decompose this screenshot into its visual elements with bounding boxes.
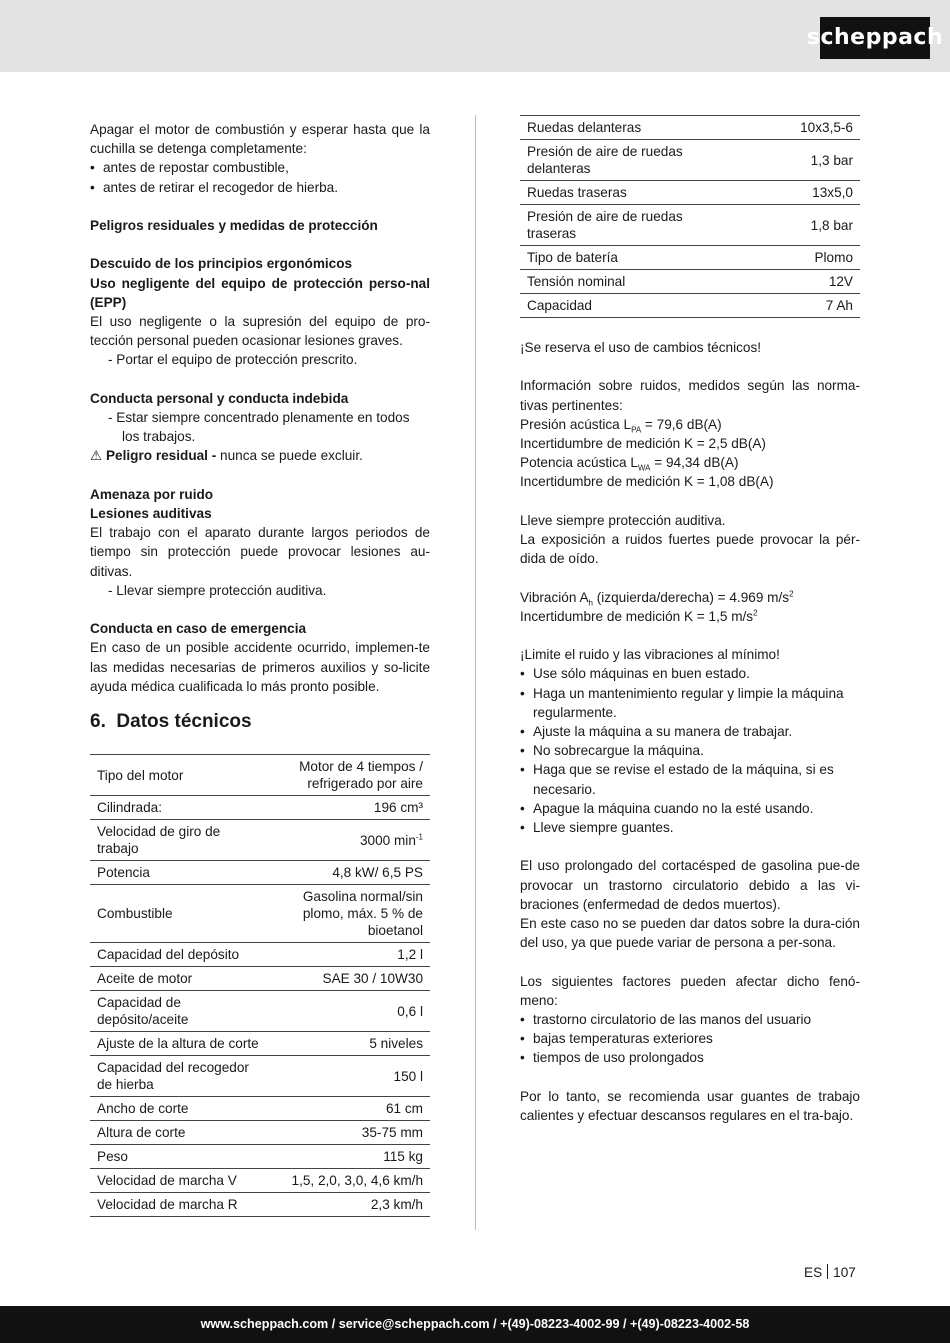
spec-label: Ajuste de la altura de corte — [90, 1032, 267, 1056]
spec-label: Capacidad — [520, 294, 697, 318]
spec-table-left — [90, 754, 430, 1217]
subheading: Uso negligente del equipo de protección perso-nal (EPP) — [90, 275, 430, 310]
page-number: ES 107 — [804, 1265, 856, 1280]
spec-value: 4,8 kW/ 6,5 PS — [267, 861, 430, 885]
dash-item: - Llevar siempre protección auditiva. — [108, 582, 327, 598]
spec-label: Ancho de corte — [90, 1097, 267, 1121]
spec-table-right — [520, 115, 860, 318]
table-row — [90, 1145, 430, 1169]
spec-label: Altura de corte — [90, 1121, 267, 1145]
table-row — [90, 820, 430, 861]
spec-value: 1,5, 2,0, 3,0, 4,6 km/h — [267, 1169, 430, 1193]
paragraph: ¡Limite el ruido y las vibraciones al mínimo! — [520, 647, 780, 663]
paragraph: El trabajo con el aparato durante largos periodos de tiempo sin protección puede provocar lesiones au-ditivas. — [90, 525, 430, 579]
list-item: • Haga un mantenimiento regular y limpie la máquina regularmente. — [520, 684, 860, 722]
spec-label: Tipo del motor — [90, 755, 267, 796]
uncertainty-line: Incertidumbre de medición K = 2,5 dB(A) — [520, 436, 766, 451]
spec-label: Tipo de batería — [520, 246, 697, 270]
list-item: • antes de repostar combustible, — [90, 158, 430, 177]
spec-value: 1,8 bar — [697, 205, 860, 246]
factor-list — [520, 1010, 860, 1068]
spec-label: Velocidad de giro de trabajo — [90, 820, 267, 861]
spec-value: 61 cm — [267, 1097, 430, 1121]
paragraph: En este caso no se pueden dar datos sobre la dura-ción del uso, ya que puede variar de persona a per-sona. — [520, 916, 860, 951]
subheading: Lesiones auditivas — [90, 506, 212, 521]
section-heading: Peligros residuales y medidas de protección — [90, 218, 378, 233]
spec-label: Potencia — [90, 861, 267, 885]
list-item: • Haga que se revise el estado de la máquina, si es necesario. — [520, 760, 860, 798]
uncertainty-line: Incertidumbre de medición K = 1,5 $m/s^2$ — [520, 608, 758, 624]
paragraph: Por lo tanto, se recomienda usar guantes de trabajo calientes y efectuar descansos regulares en el tra-bajo. — [520, 1088, 860, 1124]
spec-value: 10x3,5-6 — [697, 116, 860, 140]
spec-label: Velocidad de marcha V — [90, 1169, 267, 1193]
table-row — [520, 270, 860, 294]
table-row — [90, 796, 430, 820]
table-row — [90, 967, 430, 991]
subheading: Amenaza por ruido — [90, 486, 214, 502]
table-row — [90, 861, 430, 885]
table-row — [90, 1121, 430, 1145]
right-column — [520, 115, 860, 1125]
vibration-line: Vibración $A_h$ (izquierda/derecha) = 4.969 $m/s^2$ — [520, 589, 794, 608]
list-item: • Use sólo máquinas en buen estado. — [520, 664, 860, 683]
header-bar — [0, 0, 950, 72]
spec-label: Ruedas delanteras — [520, 116, 697, 140]
list-item: • No sobrecargue la máquina. — [520, 741, 860, 760]
subheading: Conducta en caso de emergencia — [90, 621, 307, 637]
spec-value: 150 l — [267, 1056, 430, 1097]
spec-value: 35-75 mm — [267, 1121, 430, 1145]
uncertainty-line: Incertidumbre de medición K = 1,08 dB(A) — [520, 474, 774, 490]
list-item: • antes de retirar el recogedor de hierba. — [90, 178, 430, 197]
lpa-line: Presión acústica $L_{PA} = 79,6$ dB(A) — [520, 416, 722, 435]
paragraph: El uso negligente o la supresión del equipo de pro-tección personal pueden ocasionar lesiones graves. — [90, 314, 430, 349]
table-row — [90, 1169, 430, 1193]
list-item: • Lleve siempre guantes. — [520, 818, 860, 837]
intro-text: Apagar el motor de combustión y esperar hasta que la cuchilla se detenga completamente: — [90, 122, 430, 157]
contact-info: www.scheppach.com / service@scheppach.com / +(49)-08223-4002-99 / +(49)-08223-4002-58 — [200, 1316, 750, 1331]
list-item: • trastorno circulatorio de las manos del usuario — [520, 1010, 860, 1029]
list-item: • Apague la máquina cuando no la esté usando. — [520, 799, 860, 818]
spec-label: Capacidad del recogedor de hierba — [90, 1056, 267, 1097]
limit-list — [520, 664, 860, 837]
spec-value: 3000 $\min^{-1}$ — [267, 820, 430, 861]
left-column — [90, 120, 430, 1217]
spec-value: 0,6 l — [267, 991, 430, 1032]
spec-value: Plomo — [697, 246, 860, 270]
spec-value: 5 niveles — [267, 1032, 430, 1056]
spec-label: Cilindrada: — [90, 796, 267, 820]
spec-label: Ruedas traseras — [520, 181, 697, 205]
table-row — [520, 116, 860, 140]
table-row — [520, 140, 860, 181]
spec-value: Motor de 4 tiempos / refrigerado por aire — [267, 755, 430, 796]
paragraph: El uso prolongado del cortacésped de gasolina pue-de provocar un trastorno circulatorio debido a las vi-braciones (enfermedad de dedos muertos). — [520, 858, 860, 912]
table-row — [520, 294, 860, 318]
table-row — [90, 755, 430, 796]
table-row — [90, 1056, 430, 1097]
table-row — [520, 181, 860, 205]
paragraph: Los siguientes factores pueden afectar dicho fenó-meno: — [520, 973, 860, 1008]
paragraph: Lleve siempre protección auditiva. — [520, 512, 726, 528]
table-row — [90, 885, 430, 943]
spec-label: Presión de aire de ruedas delanteras — [520, 140, 697, 181]
subheading: Descuido de los principios ergonómicos — [90, 256, 353, 272]
list-item: • bajas temperaturas exteriores — [520, 1029, 860, 1048]
spec-label: Peso — [90, 1145, 267, 1169]
table-row — [520, 205, 860, 246]
spec-label: Velocidad de marcha R — [90, 1193, 267, 1217]
spec-label: Capacidad de depósito/aceite — [90, 991, 267, 1032]
warning-triangle-icon: ⚠ — [90, 448, 103, 464]
spec-label: Aceite de motor — [90, 967, 267, 991]
spec-label: Combustible — [90, 885, 267, 943]
lwa-line: Potencia acústica $L_{WA} = 94,34$ dB(A) — [520, 455, 739, 473]
section-title: 6. Datos técnicos — [90, 711, 252, 733]
spec-label: Presión de aire de ruedas traseras — [520, 205, 697, 246]
spec-value: 196 cm³ — [267, 796, 430, 820]
column-divider — [475, 115, 476, 1230]
spec-value: 7 Ah — [697, 294, 860, 318]
reserve-note: ¡Se reserva el uso de cambios técnicos! — [520, 340, 762, 355]
spec-value: 13x5,0 — [697, 181, 860, 205]
brand-logo: scheppach — [820, 17, 930, 59]
residual-warning: ⚠ Peligro residual - nunca se puede excluir. — [90, 448, 363, 464]
spec-value: 1,3 bar — [697, 140, 860, 181]
spec-value: Gasolina normal/sin plomo, máx. 5 % de bioetanol — [267, 885, 430, 943]
dash-item: - Portar el equipo de protección prescrito. — [108, 352, 358, 368]
table-row — [90, 1193, 430, 1217]
dash-item: - Estar siempre concentrado plenamente en todos — [108, 410, 410, 425]
dash-item-continued: los trabajos. — [122, 429, 196, 445]
list-item: • tiempos de uso prolongados — [520, 1048, 860, 1067]
paragraph: La exposición a ruidos fuertes puede provocar la pér-dida de oído. — [520, 532, 860, 567]
spec-label: Capacidad del depósito — [90, 943, 267, 967]
table-row — [520, 246, 860, 270]
paragraph: En caso de un posible accidente ocurrido, implemen-te las medidas necesarias de primeros auxilios y so-licite ayuda médica cualificada lo más pronto posible. — [90, 640, 430, 694]
spec-value: 12V — [697, 270, 860, 294]
spec-value: SAE 30 / 10W30 — [267, 967, 430, 991]
table-row — [90, 1032, 430, 1056]
subheading: Conducta personal y conducta indebida — [90, 390, 349, 406]
spec-label: Tensión nominal — [520, 270, 697, 294]
list-item: • Ajuste la máquina a su manera de trabajar. — [520, 722, 860, 741]
spec-value: 1,2 l — [267, 943, 430, 967]
table-row — [90, 991, 430, 1032]
contact-bar — [0, 1306, 950, 1343]
table-row — [90, 1097, 430, 1121]
paragraph: Información sobre ruidos, medidos según las norma-tivas pertinentes: — [520, 378, 860, 413]
spec-value: 115 kg — [267, 1145, 430, 1169]
table-row — [90, 943, 430, 967]
spec-value: 2,3 km/h — [267, 1193, 430, 1217]
